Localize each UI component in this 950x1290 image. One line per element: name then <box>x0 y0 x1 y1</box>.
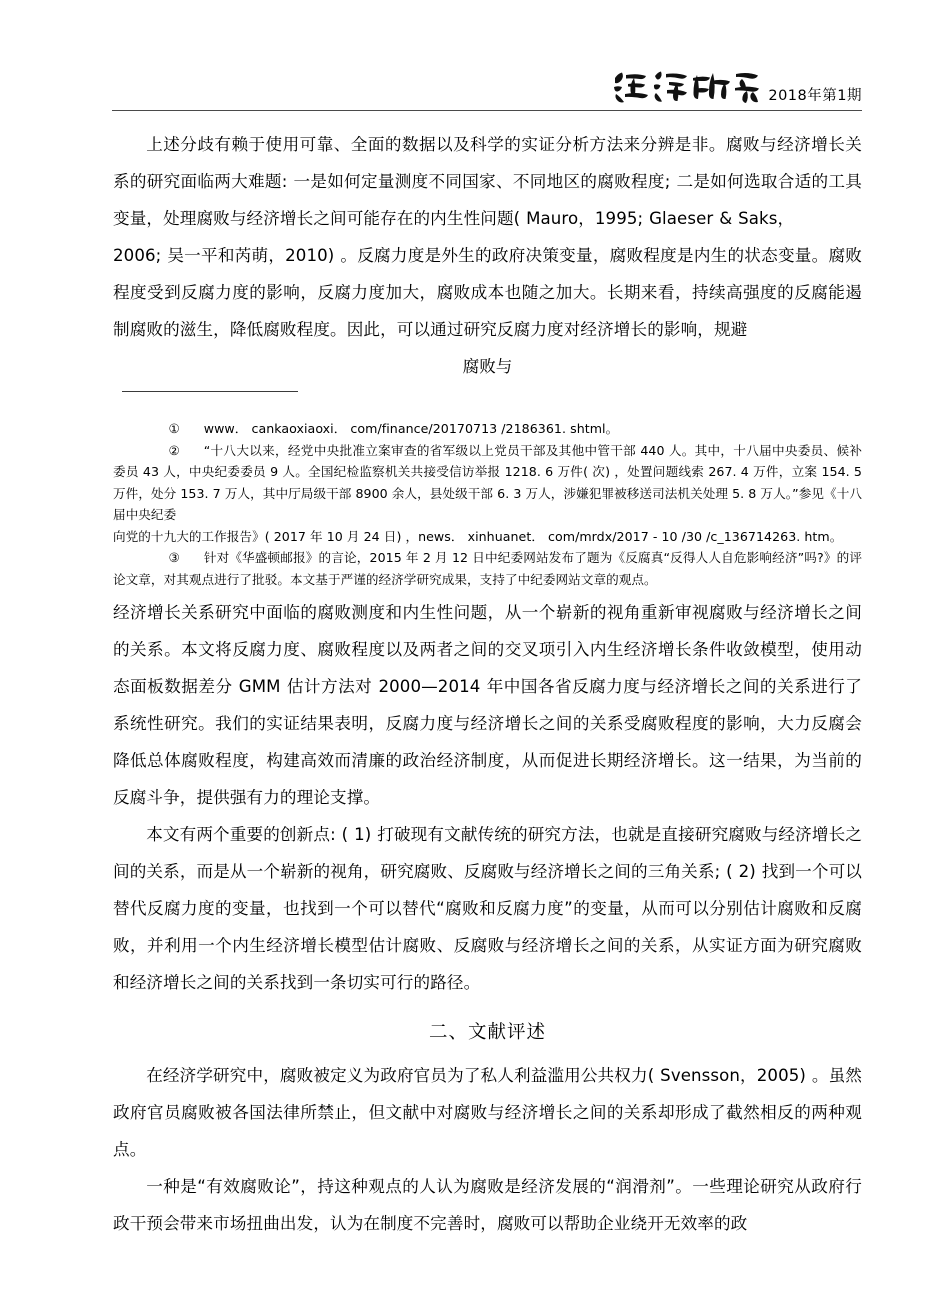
footnote-item-2 <box>113 440 862 526</box>
section-paragraph-2: 一种是“有效腐败论”，持这种观点的人认为腐败是经济发展的“润滑剂”。一些理论研究从政府行政干预会带来市场扭曲出发，认为在制度不完善时，腐败可以帮助企业绕开无效率的政 <box>113 1177 862 1233</box>
footnote-item-1 <box>113 418 862 440</box>
footnote-text-1: www． cankaoxiaoxi． com/finance/20170713 /2186361. shtml。 <box>203 421 619 436</box>
footnote-text-2-continued: 向党的十九大的工作报告》( 2017 年 10 月 24 日) ，news． xinhuanet． com/mrdx/2017 - 10 /30 /c_136714263. htm。 <box>113 528 843 544</box>
issue-label: 2018年第1期 <box>768 87 862 104</box>
body-paragraph-1: 上述分歧有赖于使用可靠、全面的数据以及科学的实证分析方法来分辨是非。腐败与经济增长关系的研究面临两大难题: 一是如何定量测度不同国家、不同地区的腐败程度; 二是如何选取合适的工具变量，处理腐败与经济增长之间可能存在的内生性问题( Mauro，1995; Glaeser & Saks， <box>113 135 862 228</box>
body-paragraph-4: 本文有两个重要的创新点: ( 1) 打破现有文献传统的研究方法，也就是直接研究腐败与经济增长之间的关系，而是从一个崭新的视角，研究腐败、反腐败与经济增长之间的三角关系; ( 2) 找到一个可以替代反腐力度的变量，也找到一个可以替代“腐败和反腐力度”的变量，从而可以分别估计腐败和反腐败，并利用一个内生经济增长模型估计腐败、反腐败与经济增长之间的关系，从实证方面为研究腐败和经济增长之间的关系找到一条切实可行的路径。 <box>113 825 862 992</box>
footnote-marker-2: ② <box>168 442 180 458</box>
footnote-marker-3: ③ <box>168 550 180 565</box>
page-header <box>112 62 862 110</box>
footnote-item-3 <box>113 547 862 590</box>
footnote-marker-1: ① <box>168 421 180 436</box>
footnote-text-3: 针对《华盛顿邮报》的言论，2015 年 2 月 12 日中纪委网站发布了题为《反腐真“反得人人自危影响经济”吗?》的评论文章，对其观点进行了批驳。本文基于严谨的经济学研究成果，支持了中纪委网站文章的观点。 <box>113 550 862 587</box>
section-paragraph-1: 在经济学研究中，腐败被定义为政府官员为了私人利益滥用公共权力( Svensson，2005) 。虽然政府官员腐败被各国法律所禁止，但文献中对腐败与经济增长之间的关系却形成了截然相反的两种观点。 <box>113 1066 862 1159</box>
footnote-zone <box>113 391 862 590</box>
section-heading-literature-review: 二、文献评述 <box>428 1022 546 1043</box>
footnote-list <box>113 418 862 590</box>
header-divider <box>112 110 862 111</box>
footnote-divider <box>122 391 298 392</box>
body-paragraph-3: 经济增长关系研究中面临的腐败测度和内生性问题，从一个崭新的视角重新审视腐败与经济增长之间的关系。本文将反腐力度、腐败程度以及两者之间的交叉项引入内生经济增长条件收敛模型，使用动态面板数据差分 GMM 估计方法对 2000—2014 年中国各省反腐力度与经济增长之间的关系进行了系统性研究。我们的实证结果表明，反腐力度与经济增长之间的关系受腐败程度的影响，大力反腐会降低总体腐败程度，构建高效而清廉的政治经济制度，从而促进长期经济增长。这一结果，为当前的反腐斗争，提供强有力的理论支撑。 <box>113 603 862 807</box>
body-paragraph-2-tail: 腐败与 <box>462 357 513 376</box>
footnote-item-2-continued <box>113 526 862 548</box>
footnote-text-2: “十八大以来，经党中央批准立案审查的省军级以上党员干部及其他中管干部 440 人。其中，十八届中央委员、候补委员 43 人，中央纪委委员 9 人。全国纪检监察机关共接受信访举报 1218. 6 万件( 次) ，处置问题线索 267. 4 万件，立案 154. 5 万件，处分 153. 7 万人，其中厅局级干部 8900 余人，县处级干部 6. 3 万人，涉嫌犯罪被移送司法机关处理 5. 8 万人。”参见《十八届中央纪委 <box>113 442 862 522</box>
document-body <box>113 126 862 1242</box>
journal-logo <box>610 68 762 106</box>
body-paragraph-2: 2006; 吴一平和芮萌，2010) 。反腐力度是外生的政府决策变量，腐败程度是内生的状态变量。腐败程度受到反腐力度的影响，反腐力度加大，腐败成本也随之加大。长期来看，持续高强度的反腐能遏制腐败的滋生，降低腐败程度。因此，可以通过研究反腐力度对经济增长的影响，规避 <box>113 246 862 339</box>
